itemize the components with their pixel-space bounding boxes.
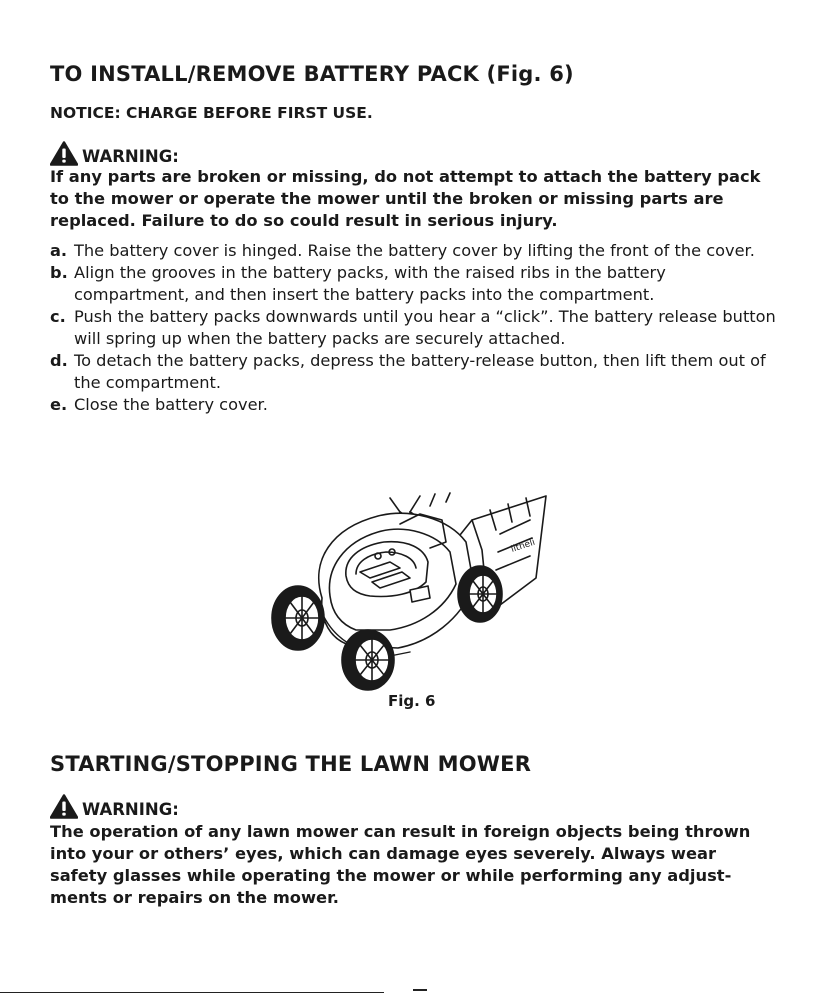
step-label: a. [50, 241, 68, 260]
list-item [50, 350, 785, 394]
page-number-mark [413, 989, 427, 991]
warning-triangle-icon [50, 794, 78, 819]
step-text: The battery cover is hinged. Raise the battery cover by lifting the front of the cover. [74, 241, 755, 260]
list-item [50, 262, 785, 306]
step-label: b. [50, 263, 68, 282]
lawn-mower-illustration [260, 490, 555, 695]
list-item [50, 394, 785, 416]
warning-heading [50, 794, 179, 819]
notice-charge: NOTICE: CHARGE BEFORE FIRST USE. [50, 104, 373, 122]
steps-list [50, 240, 785, 416]
warning-text: If any parts are broken or missing, do not attempt to attach the battery pack to the mower or operate the mower until the broken or missing parts are replaced. Failure to do so could result in serious injury. [50, 167, 761, 230]
warning-label: WARNING: [82, 147, 179, 166]
section-title-starting-stopping: STARTING/STOPPING THE LAWN MOWER [50, 752, 532, 776]
list-item [50, 240, 785, 262]
warning-heading [50, 141, 179, 166]
warning-text: The operation of any lawn mower can result in foreign objects being thrown into your or others’ eyes, which can damage eyes severely. Always wear safety glasses while operating the mower or while performing any adjust-ments or repairs on the mower. [50, 822, 751, 907]
warning-label: WARNING: [82, 800, 179, 819]
brand-logo-text: litheli [509, 537, 537, 555]
figure-caption: Fig. 6 [388, 692, 436, 710]
step-label: d. [50, 351, 68, 370]
list-item [50, 306, 785, 350]
step-text: Close the battery cover. [74, 395, 268, 414]
step-text: Align the grooves in the battery packs, with the raised ribs in the battery compartment, and then insert the battery packs into the compartment. [74, 263, 666, 304]
step-text: Push the battery packs downwards until you hear a “click”. The battery release button will spring up when the battery packs are securely attached. [74, 307, 776, 348]
step-label: e. [50, 395, 68, 414]
step-label: c. [50, 307, 66, 326]
warning-triangle-icon [50, 141, 78, 166]
section-title-battery-pack: TO INSTALL/REMOVE BATTERY PACK (Fig. 6) [50, 62, 574, 86]
step-text: To detach the battery packs, depress the battery-release button, then lift them out of the compartment. [74, 351, 766, 392]
